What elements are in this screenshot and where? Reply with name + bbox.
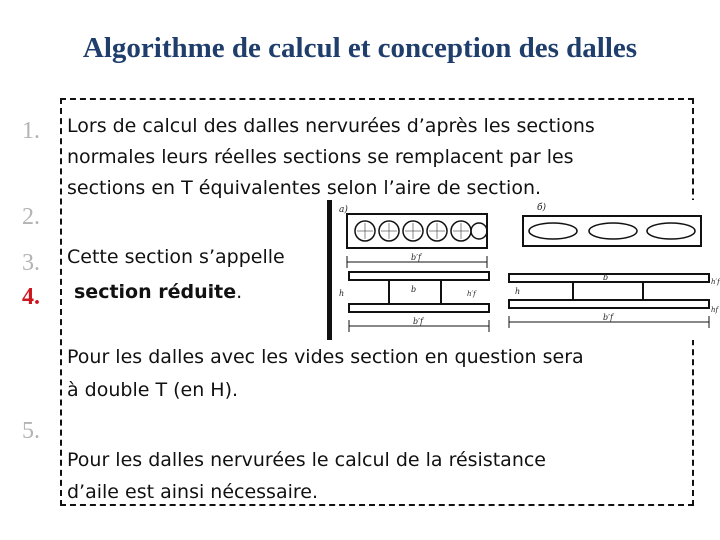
dim-hf-right-bottom: hf [711,306,719,314]
paragraph-3-line-2: à double T (en H). [67,379,239,401]
dim-h-left: h [339,289,345,298]
paragraph-2-line-2 [74,278,242,307]
figure-label-a: a) [339,205,348,215]
paragraph-3-line-1: Pour les dalles avec les vides section en question sera [67,346,584,368]
sections-drawing [327,200,720,340]
paragraph-1-line-2: normales leurs réelles sections se remplacent par les [67,146,574,168]
paragraph-2-line-1: Cette section s’appelle [67,243,289,272]
slide-title: Algorithme de calcul et conception des dalles [82,32,638,64]
step-number-4: 4. [22,284,40,310]
paragraph-4-line-2: d’aile est ainsi nécessaire. [67,481,318,503]
dim-bf-right: b′f [603,313,613,322]
dim-b-left: b [411,285,417,294]
paragraph-1-line-3: sections en T équivalentes selon l’aire de section. [67,177,542,199]
paragraph-1-line-1: Lors de calcul des dalles nervurées d’après les sections [67,115,595,137]
figure-label-b: б) [537,203,547,213]
step-number-3: 3. [22,250,40,276]
dim-b-right: b [603,273,609,282]
paragraph-4-line-1: Pour les dalles nervurées le calcul de la résistance [67,449,546,471]
highlight-term: section réduite [74,281,237,303]
dim-hf-right-top: h′f [711,278,720,286]
dim-h-right: h [515,287,521,296]
dim-bf-top: b′f [411,253,421,262]
highlight-period: . [236,281,243,303]
step-number-2: 2. [22,204,40,230]
dim-hf-left: h′f [467,290,476,298]
step-number-5: 5. [22,418,40,444]
step-number-1: 1. [22,118,40,144]
slab-sections-figure [327,200,720,340]
dim-bf-bottom: b′f [413,317,423,326]
